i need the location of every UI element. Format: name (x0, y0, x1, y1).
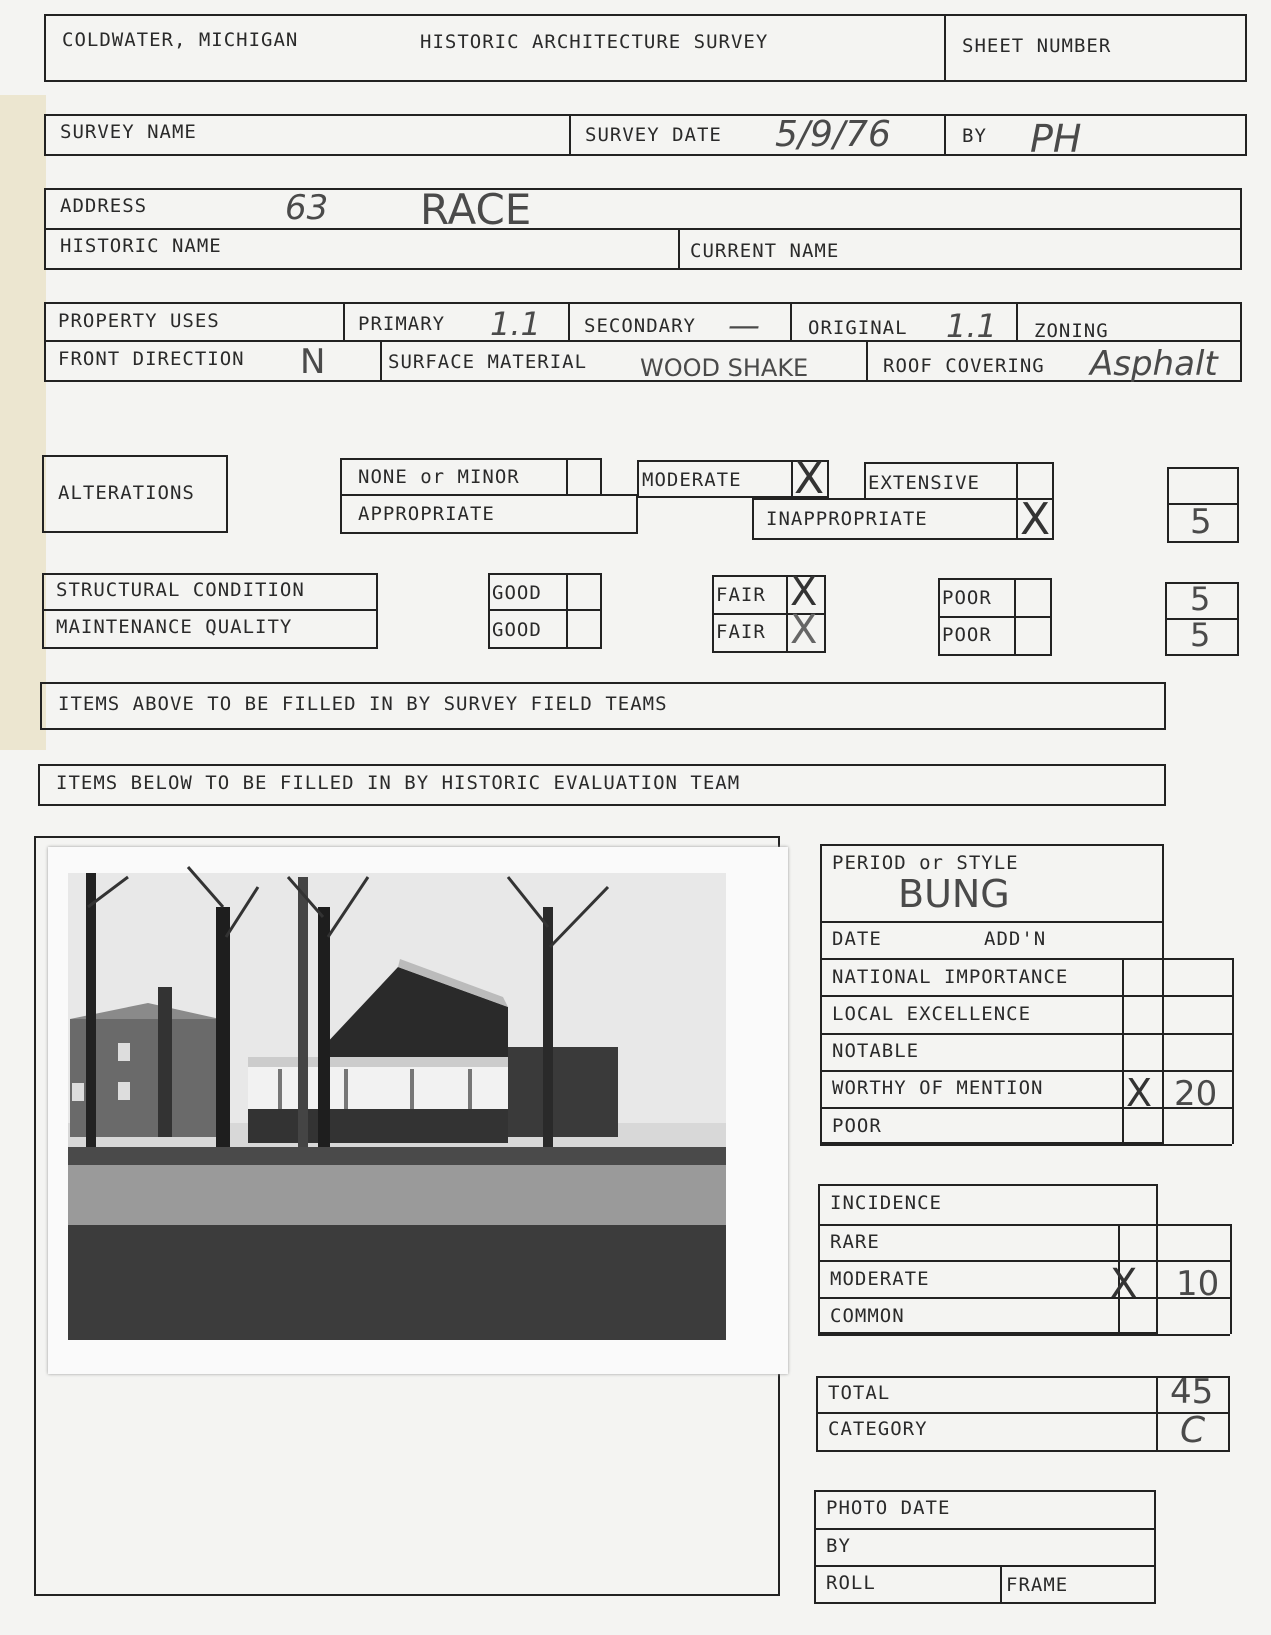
historic-name-label: HISTORIC NAME (60, 235, 222, 257)
surface-material-label: SURFACE MATERIAL (388, 351, 588, 373)
local-excellence-label: LOCAL EXCELLENCE (832, 1003, 1032, 1025)
survey-date-label: SURVEY DATE (585, 124, 722, 146)
period-style-value[interactable]: BUNG (898, 872, 1010, 916)
building-photo (48, 847, 788, 1374)
evaluation-team-note: ITEMS BELOW TO BE FILLED IN BY HISTORIC EVALUATION TEAM (56, 772, 741, 794)
incidence-moderate-label: MODERATE (830, 1268, 930, 1290)
roof-covering-value[interactable]: Asphalt (1090, 344, 1218, 384)
structural-score[interactable]: 5 (1190, 580, 1211, 618)
header-city: COLDWATER, MICHIGAN (62, 29, 299, 51)
structural-poor-label: POOR (942, 587, 992, 609)
alt-none-label: NONE or MINOR (358, 466, 520, 488)
worthy-mark[interactable]: X (1126, 1071, 1153, 1115)
alterations-label: ALTERATIONS (58, 482, 195, 504)
roll-label: ROLL (826, 1572, 876, 1594)
roof-covering-label: ROOF COVERING (883, 355, 1045, 377)
category-label: CATEGORY (828, 1418, 928, 1440)
eval-date-value[interactable]: ADD'N (984, 928, 1047, 950)
total-label: TOTAL (828, 1382, 891, 1404)
secondary-label: SECONDARY (584, 315, 696, 337)
maintenance-good-label: GOOD (492, 619, 542, 641)
primary-label: PRIMARY (358, 313, 446, 335)
rare-label: RARE (830, 1231, 880, 1253)
alt-score[interactable]: 5 (1190, 502, 1212, 542)
worthy-score[interactable]: 20 (1174, 1074, 1218, 1114)
period-style-label: PERIOD or STYLE (832, 852, 1019, 874)
notable-label: NOTABLE (832, 1040, 920, 1062)
primary-value[interactable]: 1.1 (490, 305, 541, 343)
incidence-moderate-mark[interactable]: X (1110, 1261, 1138, 1307)
structural-fair-label: FAIR (716, 584, 766, 606)
alt-appropriate-label: APPROPRIATE (358, 503, 495, 525)
surface-material-value[interactable]: WOOD SHAKE (640, 354, 809, 382)
front-direction-label: FRONT DIRECTION (58, 348, 245, 370)
photo-by-label: BY (826, 1535, 851, 1557)
alt-inappropriate-label: INAPPROPRIATE (766, 508, 928, 530)
header-form-title: HISTORIC ARCHITECTURE SURVEY (420, 31, 769, 53)
address-number[interactable]: 63 (285, 188, 329, 228)
survey-by-value[interactable]: PH (1030, 117, 1082, 161)
maintenance-score[interactable]: 5 (1190, 616, 1211, 654)
sheet-number-label: SHEET NUMBER (962, 35, 1112, 57)
current-name-label: CURRENT NAME (690, 240, 840, 262)
frame-label: FRAME (1006, 1574, 1069, 1596)
address-label: ADDRESS (60, 195, 148, 217)
maintenance-fair-mark[interactable]: X (790, 607, 818, 653)
incidence-moderate-score[interactable]: 10 (1176, 1264, 1220, 1304)
worthy-of-mention-label: WORTHY OF MENTION (832, 1077, 1044, 1099)
alt-moderate-mark[interactable]: X (794, 453, 825, 504)
front-direction-value[interactable]: N (300, 342, 326, 382)
survey-date-value[interactable]: 5/9/76 (775, 114, 891, 155)
original-label: ORIGINAL (808, 317, 908, 339)
alt-extensive-label: EXTENSIVE (868, 472, 980, 494)
tape-strip (0, 95, 46, 750)
incidence-label: INCIDENCE (830, 1192, 942, 1214)
survey-by-label: BY (962, 125, 987, 147)
original-value[interactable]: 1.1 (946, 307, 997, 345)
maintenance-quality-label: MAINTENANCE QUALITY (56, 616, 293, 638)
structural-condition-label: STRUCTURAL CONDITION (56, 579, 305, 601)
survey-name-label: SURVEY NAME (60, 121, 197, 143)
alt-inappropriate-mark[interactable]: X (1020, 494, 1051, 545)
eval-date-label: DATE (832, 928, 882, 950)
zoning-label: ZONING (1034, 320, 1109, 342)
category-value[interactable]: C (1180, 1410, 1206, 1451)
alt-moderate-label: MODERATE (642, 469, 742, 491)
common-label: COMMON (830, 1305, 905, 1327)
eval-poor-label: POOR (832, 1115, 882, 1137)
structural-fair-mark[interactable]: X (790, 569, 818, 615)
structural-good-label: GOOD (492, 582, 542, 604)
national-importance-label: NATIONAL IMPORTANCE (832, 966, 1069, 988)
maintenance-poor-label: POOR (942, 624, 992, 646)
maintenance-fair-label: FAIR (716, 621, 766, 643)
total-value[interactable]: 45 (1170, 1372, 1214, 1412)
field-teams-note: ITEMS ABOVE TO BE FILLED IN BY SURVEY FIELD TEAMS (58, 693, 668, 715)
secondary-value[interactable]: — (728, 306, 760, 344)
property-uses-label: PROPERTY USES (58, 310, 220, 332)
photo-date-label: PHOTO DATE (826, 1497, 951, 1519)
address-street[interactable]: RACE (420, 185, 532, 234)
